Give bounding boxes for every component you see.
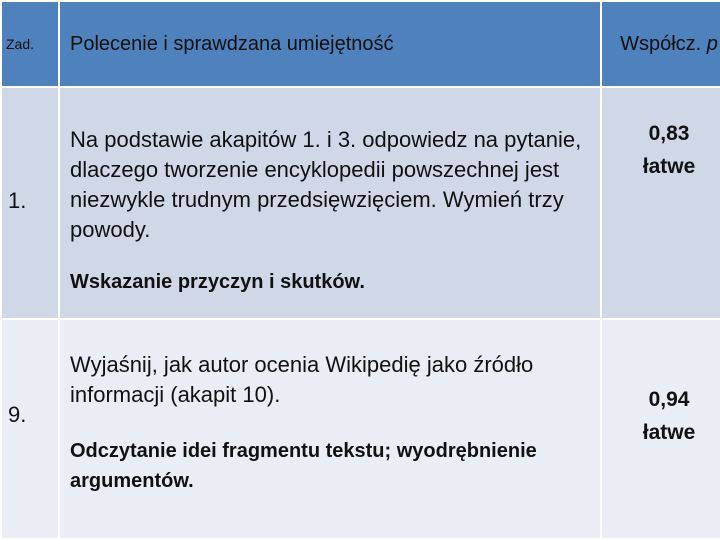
coefficient-value: 0,83 xyxy=(648,122,690,146)
table-row xyxy=(1,87,720,319)
task-number: 9. xyxy=(8,402,27,427)
header-task-number: Zad. xyxy=(1,1,59,87)
coefficient-cell xyxy=(601,319,720,539)
coefficient-cell xyxy=(601,87,720,319)
header-coefficient xyxy=(601,1,720,87)
task-skill: Wskazanie przyczyn i skutków. xyxy=(70,270,365,293)
task-text: Na podstawie akapitów 1. i 3. odpowiedz na pytanie, dlaczego tworzenie encyklopedii powszechnej jest niezwykle trudnym przedsięwzięciem. Wymień trzy powody. xyxy=(70,127,582,242)
task-number-cell xyxy=(1,87,59,319)
coefficient-value: 0,94 xyxy=(648,388,690,412)
task-skill: Odczytanie idei fragmentu tekstu; wyodrębnienie argumentów. xyxy=(70,439,537,492)
difficulty-label: łatwe xyxy=(642,421,696,444)
task-description-cell xyxy=(59,87,601,319)
difficulty-label: łatwe xyxy=(642,155,696,178)
header-row xyxy=(1,1,720,87)
task-number-cell xyxy=(1,319,59,539)
header-coefficient-word: Współcz. xyxy=(620,32,702,55)
header-description: Polecenie i sprawdzana umiejętność xyxy=(59,1,601,87)
task-number: 1. xyxy=(8,188,27,213)
task-description-cell xyxy=(59,319,601,539)
header-coefficient-symbol: p xyxy=(706,32,718,55)
table-row xyxy=(1,319,720,539)
task-text: Wyjaśnij, jak autor ocenia Wikipedię jako źródło informacji (akapit 10). xyxy=(70,352,534,407)
